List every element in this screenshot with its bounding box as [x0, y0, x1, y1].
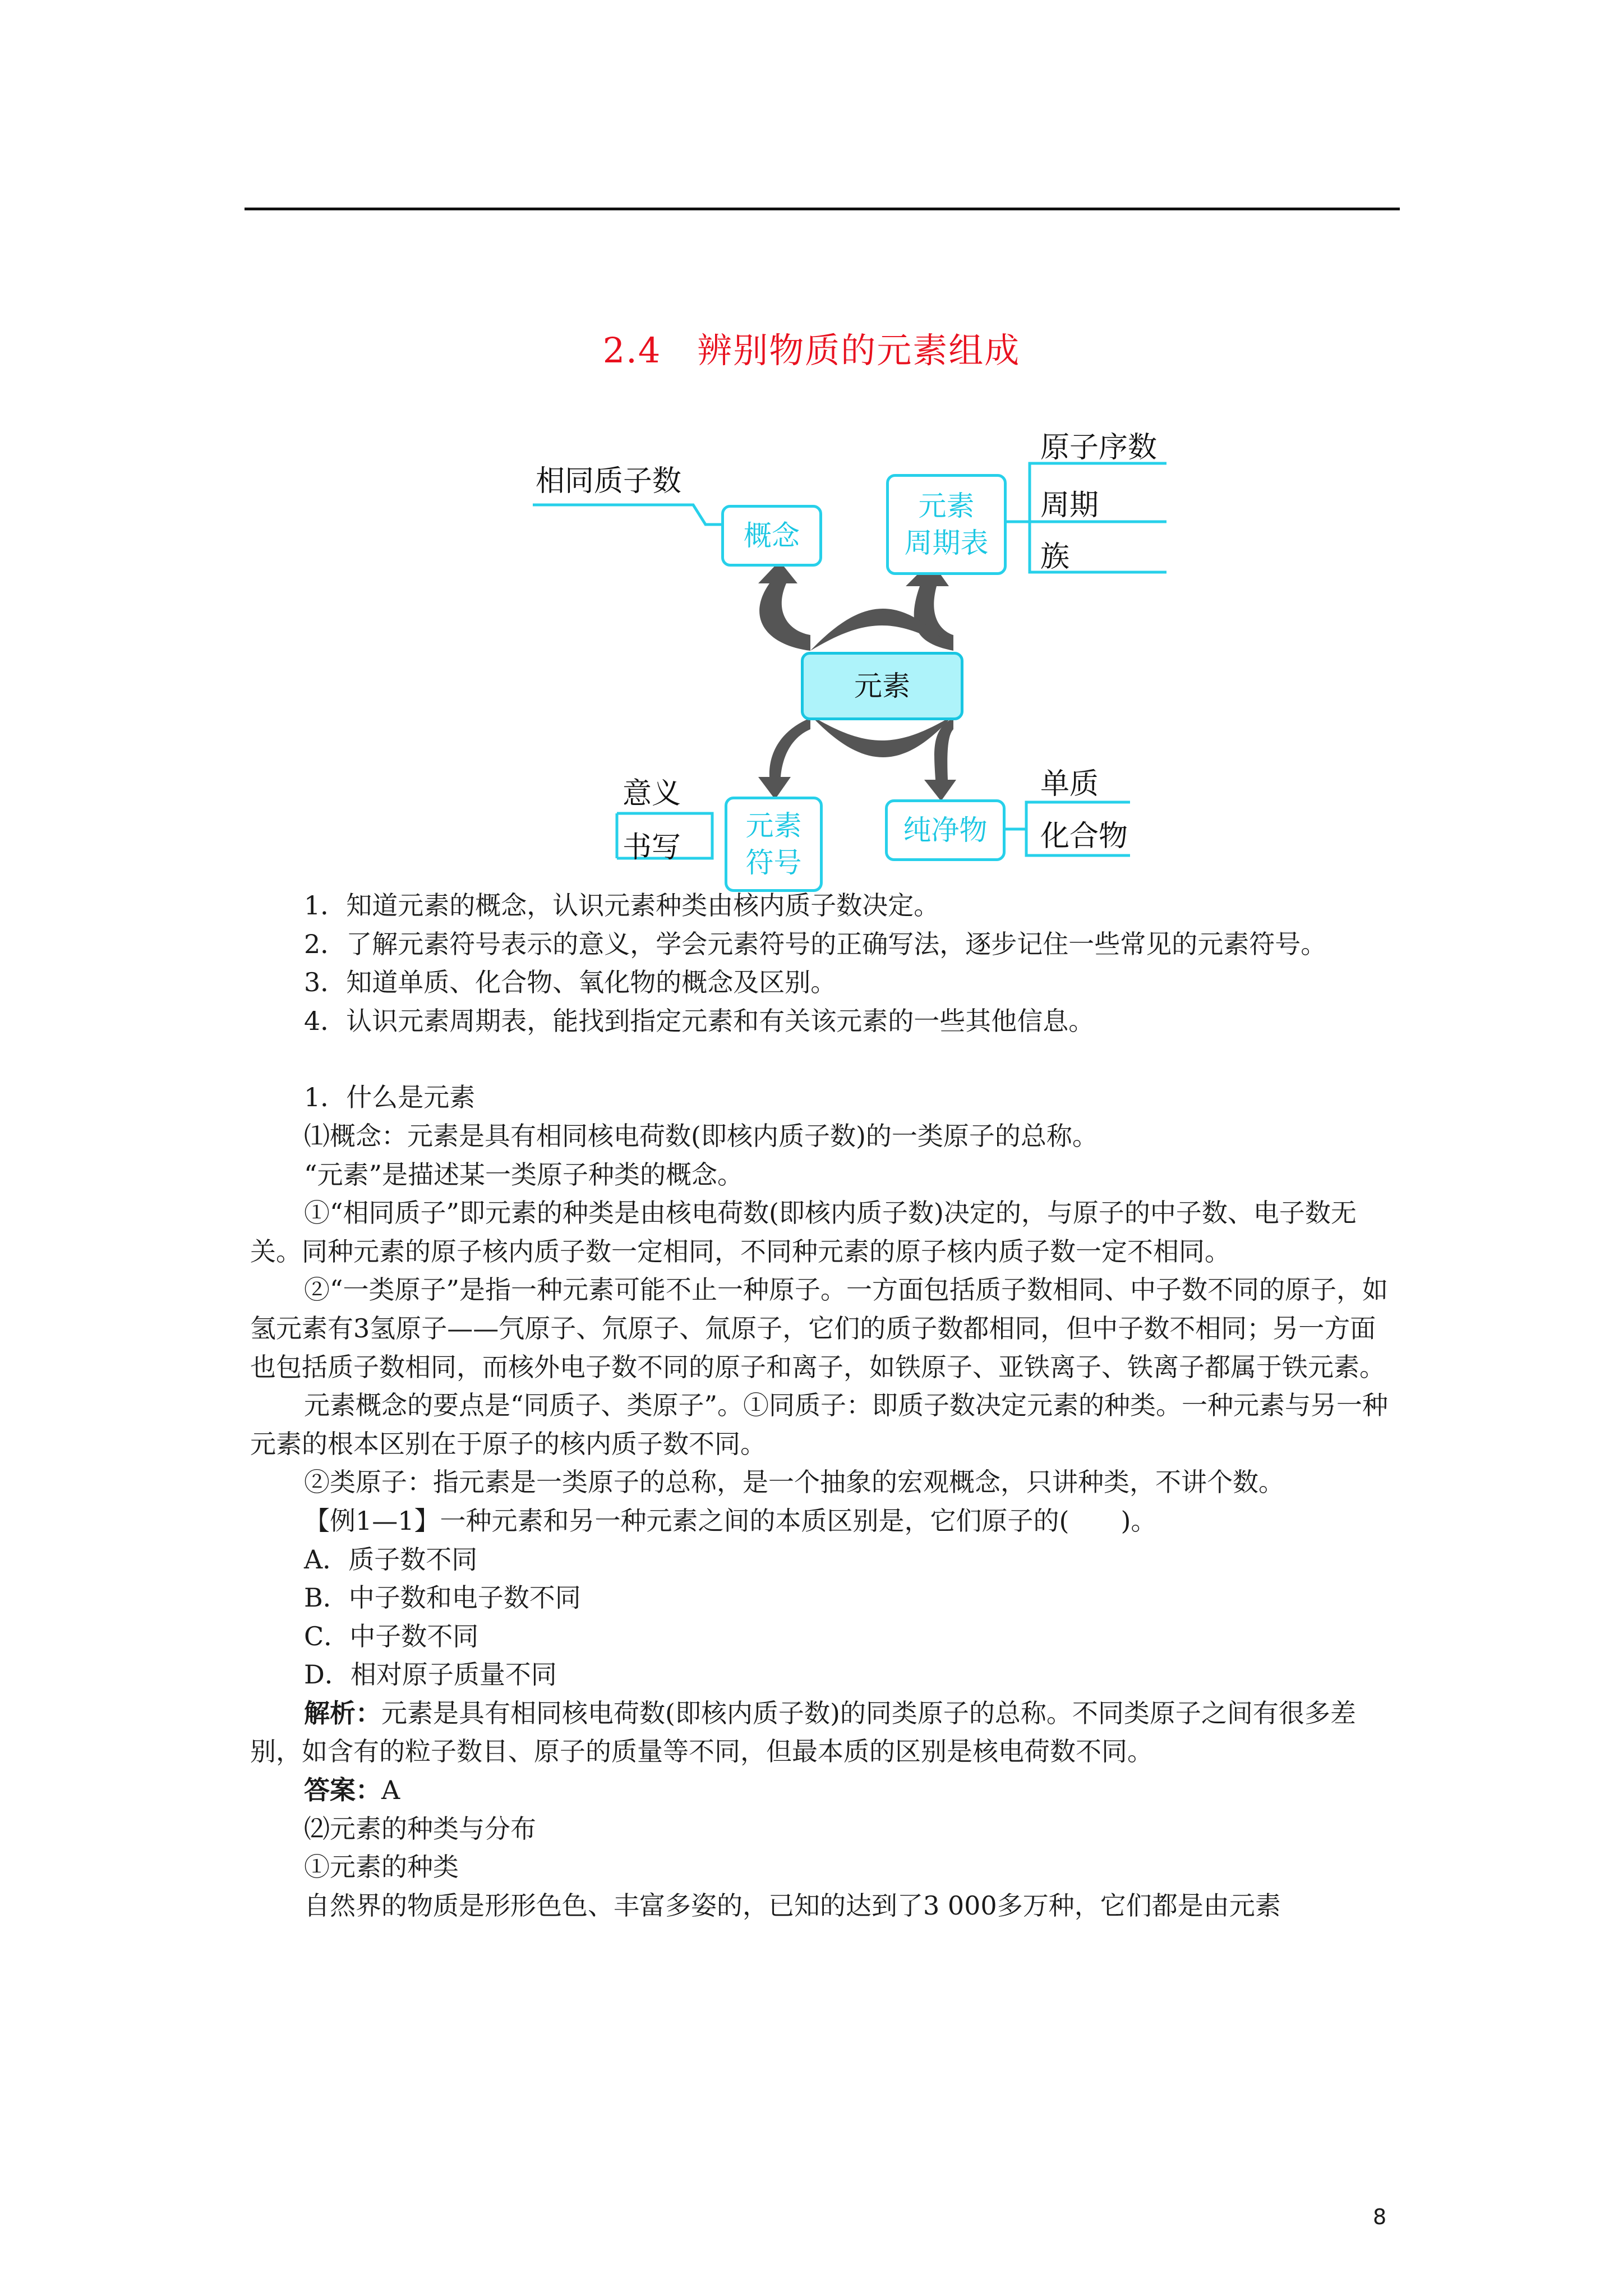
table-label-group: 族 — [1040, 540, 1070, 574]
concept-map-lines — [0, 0, 1623, 898]
concept-label: 相同质子数 — [536, 464, 682, 498]
table-label-atomic-number: 原子序数 — [1040, 431, 1158, 464]
spacer — [250, 1040, 1394, 1078]
element-symbol-line1: 元素 — [745, 809, 802, 842]
point-same-protons: ①“相同质子”即元素的种类是由核电荷数(即核内质子数)决定的，与原子的中子数、电子数无关。同种元素的原子核内质子数一定相同，不同种元素的原子核内质子数一定不相同。 — [250, 1198, 1357, 1267]
table-label-period: 周期 — [1040, 489, 1099, 522]
element-symbol-box — [725, 797, 823, 892]
concept-map — [0, 0, 1623, 898]
page-title: 2.4 辨别物质的元素组成 — [602, 330, 1021, 371]
option-c: C．中子数不同 — [304, 1621, 479, 1651]
periodic-table-line1: 元素 — [918, 490, 975, 522]
example-question: 【例1—1】一种元素和另一种元素之间的本质区别是，它们原子的( )。 — [304, 1505, 1157, 1536]
body-text — [250, 886, 1394, 1925]
point-one-kind-atoms: ②“一类原子”是指一种元素可能不止一种原子。一方面包括质子数相同、中子数不同的原子，如氢元素有3氢原子——氕原子、氘原子、氚原子，它们的质子数都相同，但中子数不相同；另一方面也包括质子数相同，而核外电子数不同的原子和离子，如铁原子、亚铁离子、铁离子都属于铁元素。 — [250, 1274, 1389, 1382]
objective-4: 4．认识元素周期表，能找到指定元素和有关该元素的一些其他信息。 — [304, 1005, 1095, 1036]
section1-title: 1．什么是元素 — [304, 1082, 476, 1113]
symbol-label-meaning: 意义 — [623, 777, 681, 811]
option-a: A．质子数不同 — [304, 1544, 478, 1575]
page-number: 8 — [1373, 2205, 1387, 2229]
analysis-label: 解析： — [304, 1697, 381, 1728]
arrow-up-left — [758, 561, 810, 651]
periodic-table-line2: 周期表 — [904, 527, 989, 559]
section2-title: ⑵元素的种类与分布 — [304, 1813, 536, 1844]
last-line: 自然界的物质是形形色色、丰富多姿的，已知的达到了3 000多万种，它们都是由元素 — [304, 1890, 1281, 1921]
concept-box: 概念 — [721, 505, 822, 567]
option-b: B．中子数和电子数不同 — [304, 1582, 581, 1613]
analysis-text: 元素是具有相同核电荷数(即核内质子数)的同类原子的总称。不同类原子之间有很多差别，如含有的粒子数目、原子的质量等不同，但最本质的区别是核电荷数不同。 — [250, 1697, 1356, 1767]
arrow-down-left — [758, 718, 810, 799]
option-d: D．相对原子质量不同 — [304, 1659, 557, 1690]
pure-substance-box: 纯净物 — [885, 799, 1006, 861]
pure-label-element-substance: 单质 — [1040, 767, 1099, 801]
objective-3: 3．知道单质、化合物、氧化物的概念及区别。 — [304, 967, 837, 998]
concept-connector — [533, 505, 721, 524]
element-symbol-line2: 符号 — [745, 846, 802, 879]
answer-value: A — [381, 1775, 400, 1806]
key-points: 元素概念的要点是“同质子、类原子”。①同质子：即质子数决定元素的种类。一种元素与另一种元素的根本区别在于原子的核内质子数不同。 — [250, 1390, 1389, 1459]
answer — [250, 1771, 1394, 1810]
objective-2: 2．了解元素符号表示的意义，学会元素符号的正确写法，逐步记住一些常见的元素符号。 — [304, 928, 1327, 959]
concept-definition: ⑴概念：元素是具有相同核电荷数(即核内质子数)的一类原子的总称。 — [304, 1120, 1098, 1151]
pure-label-compound: 化合物 — [1040, 820, 1128, 853]
answer-label: 答案： — [304, 1775, 381, 1806]
center-box-element: 元素 — [801, 652, 963, 720]
periodic-table-box — [886, 474, 1007, 575]
symbol-label-writing: 书写 — [623, 831, 681, 864]
lower-arc — [810, 715, 953, 757]
concept-note: “元素”是描述某一类原子种类的概念。 — [304, 1159, 744, 1190]
abstract-note: ②类原子：指元素是一类原子的总称，是一个抽象的宏观概念，只讲种类，不讲个数。 — [304, 1467, 1284, 1498]
analysis — [250, 1694, 1394, 1771]
subsection-title: ①元素的种类 — [304, 1852, 459, 1883]
objective-1: 1．知道元素的概念，认识元素种类由核内质子数决定。 — [304, 890, 940, 921]
